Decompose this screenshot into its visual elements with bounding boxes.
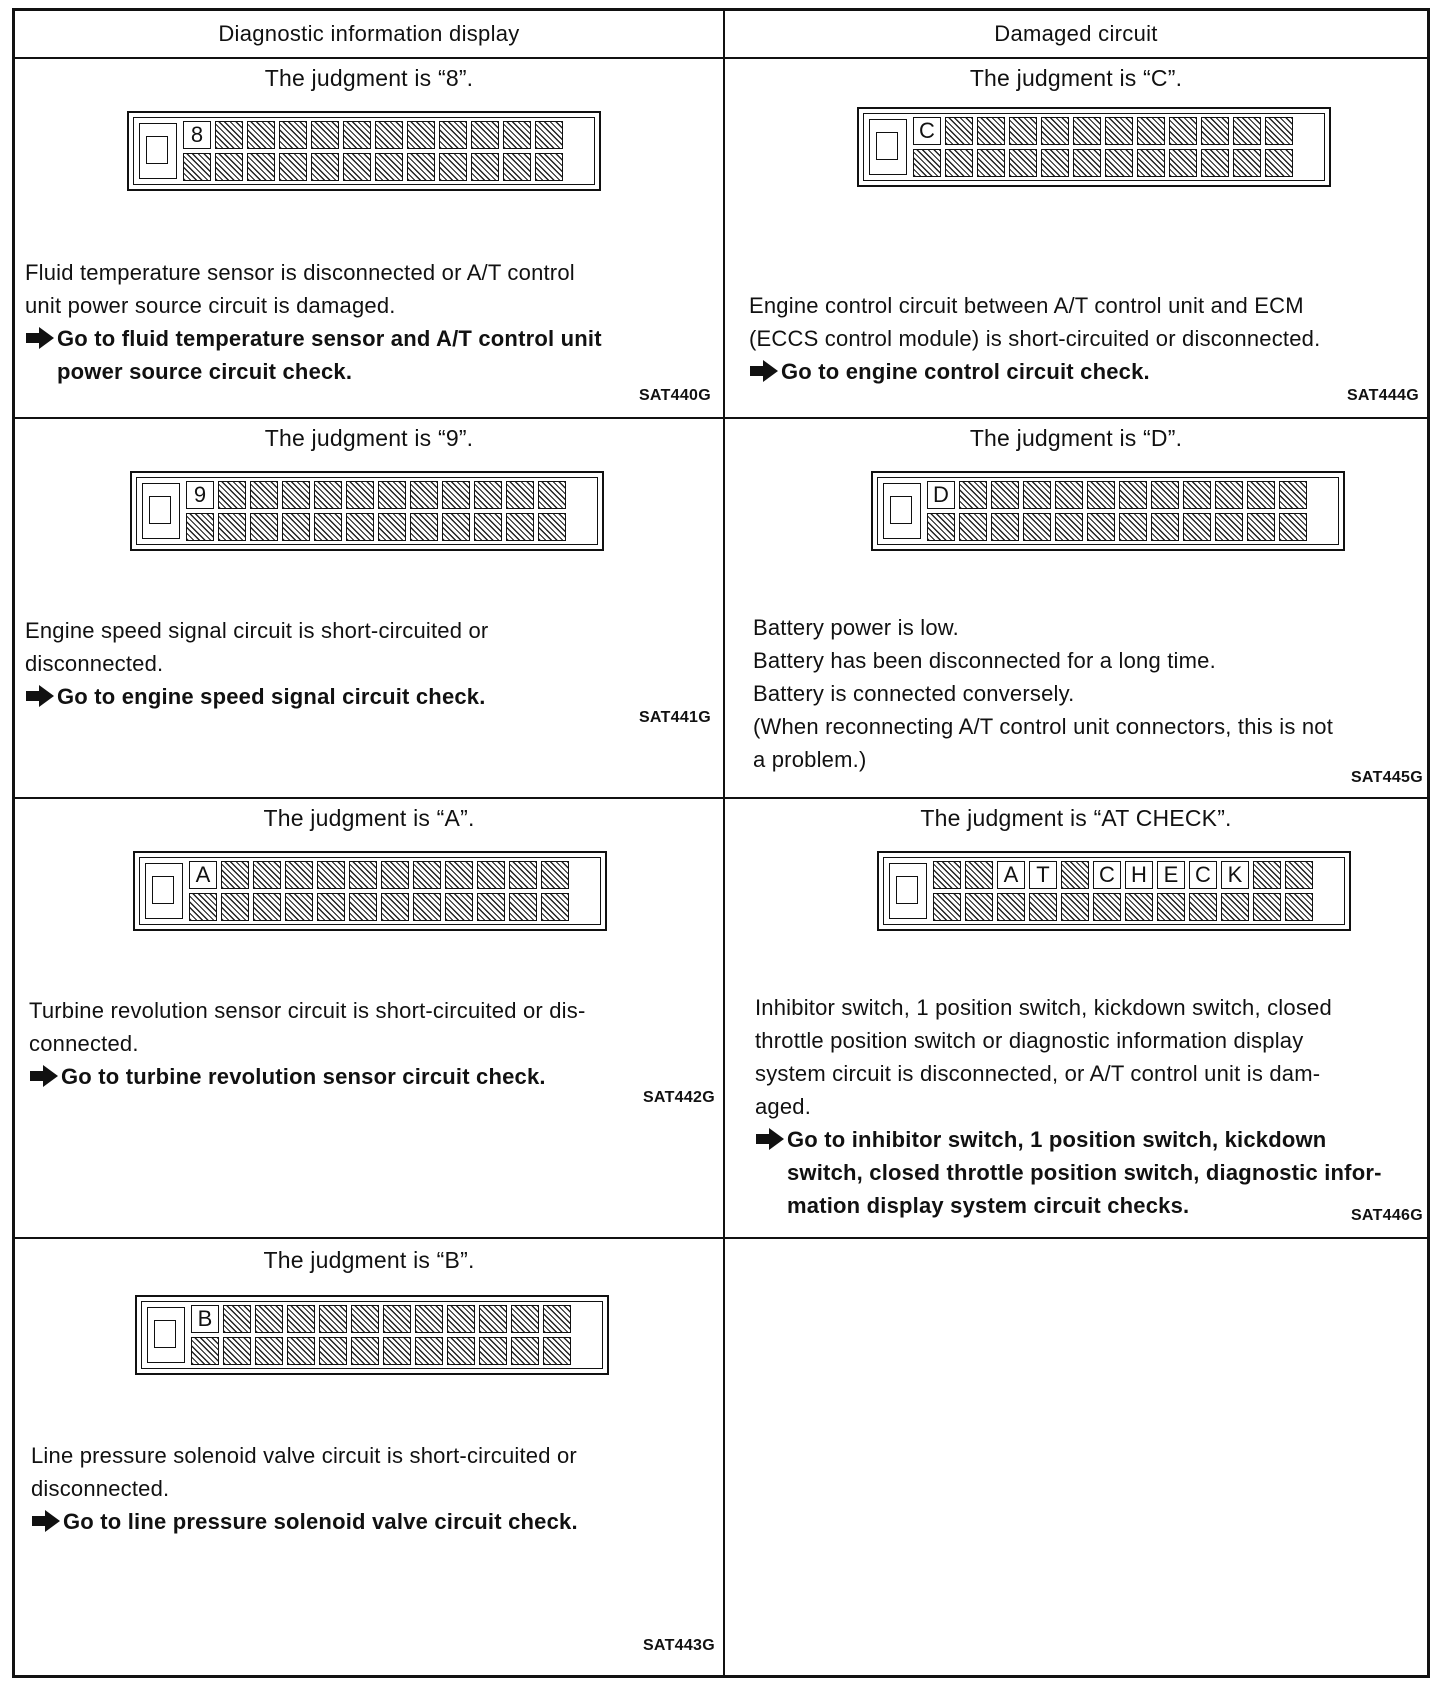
display-segment: [1029, 893, 1057, 921]
display-segment: [474, 481, 502, 509]
display-segment: [415, 1337, 443, 1365]
display-segment: [447, 1337, 475, 1365]
figure-code: SAT443G: [642, 1637, 715, 1654]
empty-cell: [725, 1239, 1427, 1675]
display-segment: [381, 861, 409, 889]
display-character: A: [189, 861, 217, 889]
display-segment: [346, 513, 374, 541]
display-segment: [1183, 481, 1211, 509]
damage-description: [25, 614, 488, 713]
display-segment: [1125, 893, 1153, 921]
display-segment: [189, 893, 217, 921]
judgment-title: The judgment is “C”.: [969, 65, 1183, 91]
display-segment: [407, 121, 435, 149]
indicator-lamp: [869, 119, 907, 175]
display-segment: [351, 1305, 379, 1333]
diagnostic-display-panel: [135, 1295, 609, 1375]
diagnostic-display-panel: [130, 471, 604, 551]
figure-code: SAT440G: [638, 387, 711, 404]
action-line: Go to turbine revolution sensor circuit check.: [61, 1064, 546, 1089]
damage-description: [29, 994, 586, 1093]
display-segment: [965, 861, 993, 889]
description-line: aged.: [755, 1094, 812, 1119]
display-segment: [945, 117, 973, 145]
display-segment: [442, 481, 470, 509]
display-segment: [1279, 513, 1307, 541]
judgment-title: The judgment is “9”.: [264, 425, 474, 451]
display-segment: [933, 893, 961, 921]
display-segment: [509, 893, 537, 921]
judgment-cell-d: [725, 419, 1427, 797]
display-segment: [410, 513, 438, 541]
display-segment: [474, 513, 502, 541]
judgment-cell-9: [15, 419, 723, 797]
description-line: disconnected.: [31, 1476, 170, 1501]
display-character: 8: [183, 121, 211, 149]
action-line: Go to fluid temperature sensor and A/T control unit: [57, 326, 602, 351]
display-segment: [1221, 893, 1249, 921]
action-instruction: [29, 1060, 586, 1093]
figure-code: SAT444G: [1346, 387, 1419, 404]
display-segment: [503, 153, 531, 181]
display-segment: [221, 861, 249, 889]
display-character: C: [1189, 861, 1217, 889]
display-segment: [933, 861, 961, 889]
figure-code: SAT445G: [1350, 769, 1423, 786]
diagnostic-display-panel: [857, 107, 1331, 187]
action-line: power source circuit check.: [57, 359, 353, 384]
display-segment: [215, 153, 243, 181]
indicator-lamp: [889, 863, 927, 919]
display-segment: [319, 1305, 347, 1333]
display-segment: [375, 153, 403, 181]
display-character: E: [1157, 861, 1185, 889]
display-segment: [378, 481, 406, 509]
description-line: unit power source circuit is damaged.: [25, 293, 396, 318]
action-instruction: [25, 680, 488, 713]
display-character: H: [1125, 861, 1153, 889]
action-line: Go to line pressure solenoid valve circuit check.: [63, 1509, 578, 1534]
display-segment: [255, 1337, 283, 1365]
display-segment: [1215, 513, 1243, 541]
description-line: Battery power is low.: [753, 615, 959, 640]
display-segment: [511, 1305, 539, 1333]
display-segment: [317, 861, 345, 889]
figure-code: SAT441G: [638, 709, 711, 726]
action-instruction: [31, 1505, 578, 1538]
indicator-lamp: [147, 1307, 185, 1363]
display-segment: [977, 149, 1005, 177]
display-segment: [503, 121, 531, 149]
display-segment: [349, 861, 377, 889]
display-segment: [977, 117, 1005, 145]
display-segment: [442, 513, 470, 541]
display-segment: [1073, 149, 1101, 177]
damage-description: [25, 256, 602, 388]
display-segment: [1055, 481, 1083, 509]
display-segment: [477, 893, 505, 921]
display-segment: [1093, 893, 1121, 921]
display-segment: [253, 861, 281, 889]
display-segment: [439, 121, 467, 149]
arrow-right-icon: [749, 359, 779, 383]
display-segment: [543, 1305, 571, 1333]
display-segment: [250, 513, 278, 541]
display-segment: [538, 513, 566, 541]
arrow-right-icon: [29, 1064, 59, 1088]
judgment-title: The judgment is “D”.: [969, 425, 1183, 451]
display-segment: [1009, 117, 1037, 145]
display-segment: [913, 149, 941, 177]
diagnostic-display-panel: [127, 111, 601, 191]
display-segment: [319, 1337, 347, 1365]
display-segment: [375, 121, 403, 149]
display-segment: [447, 1305, 475, 1333]
judgment-cell-c: [725, 59, 1427, 417]
arrow-right-icon: [25, 684, 55, 708]
arrow-right-icon: [755, 1127, 785, 1151]
display-segment: [1151, 481, 1179, 509]
display-segment: [1215, 481, 1243, 509]
display-segment: [314, 481, 342, 509]
display-segment: [1105, 149, 1133, 177]
display-segment: [183, 153, 211, 181]
action-instruction: [749, 355, 1320, 388]
display-segment: [381, 893, 409, 921]
judgment-cell-at-check: [725, 799, 1427, 1237]
display-character: T: [1029, 861, 1057, 889]
display-segment: [471, 153, 499, 181]
display-segment: [535, 153, 563, 181]
column-header-display: Diagnostic information display: [218, 21, 520, 46]
description-line: a problem.): [753, 747, 867, 772]
display-segment: [311, 153, 339, 181]
display-segment: [349, 893, 377, 921]
display-segment: [1247, 481, 1275, 509]
display-segment: [247, 153, 275, 181]
display-segment: [927, 513, 955, 541]
diagnostic-table: [12, 8, 1430, 1678]
display-segment: [1285, 893, 1313, 921]
display-segment: [351, 1337, 379, 1365]
display-segment: [383, 1337, 411, 1365]
display-segment: [343, 121, 371, 149]
display-segment: [279, 121, 307, 149]
display-segment: [1009, 149, 1037, 177]
display-segment: [1119, 481, 1147, 509]
action-instruction: [25, 322, 602, 388]
display-segment: [1073, 117, 1101, 145]
display-segment: [991, 513, 1019, 541]
display-segment: [1279, 481, 1307, 509]
display-segment: [314, 513, 342, 541]
display-segment: [997, 893, 1025, 921]
display-character: B: [191, 1305, 219, 1333]
display-segment: [479, 1337, 507, 1365]
display-segment: [506, 513, 534, 541]
display-segment: [221, 893, 249, 921]
display-segment: [1201, 117, 1229, 145]
display-segment: [223, 1337, 251, 1365]
description-line: disconnected.: [25, 651, 164, 676]
display-segment: [1169, 117, 1197, 145]
display-segment: [250, 481, 278, 509]
judgment-title: The judgment is “AT CHECK”.: [920, 805, 1232, 831]
display-segment: [1041, 149, 1069, 177]
display-segment: [186, 513, 214, 541]
indicator-lamp: [139, 123, 177, 179]
arrow-right-icon: [31, 1509, 61, 1533]
display-segment: [415, 1305, 443, 1333]
display-segment: [509, 861, 537, 889]
description-line: Battery has been disconnected for a long time.: [753, 648, 1216, 673]
display-segment: [959, 513, 987, 541]
display-segment: [215, 121, 243, 149]
display-segment: [1233, 149, 1261, 177]
display-segment: [255, 1305, 283, 1333]
action-line: Go to engine speed signal circuit check.: [57, 684, 486, 709]
indicator-lamp: [883, 483, 921, 539]
display-segment: [1285, 861, 1313, 889]
display-segment: [191, 1337, 219, 1365]
action-line: Go to engine control circuit check.: [781, 359, 1150, 384]
display-segment: [218, 481, 246, 509]
description-line: Engine speed signal circuit is short-circuited or: [25, 618, 489, 643]
judgment-cell-a: [15, 799, 723, 1237]
display-segment: [477, 861, 505, 889]
display-character: C: [1093, 861, 1121, 889]
display-segment: [1137, 117, 1165, 145]
judgment-title: The judgment is “B”.: [263, 1247, 475, 1273]
display-segment: [1157, 893, 1185, 921]
display-segment: [1023, 481, 1051, 509]
diagnostic-display-panel: [877, 851, 1351, 931]
display-segment: [1189, 893, 1217, 921]
display-segment: [407, 153, 435, 181]
indicator-lamp: [145, 863, 183, 919]
figure-code: SAT446G: [1350, 1207, 1423, 1224]
display-segment: [1061, 893, 1089, 921]
action-line: mation display system circuit checks.: [787, 1193, 1190, 1218]
description-line: Fluid temperature sensor is disconnected or A/T control: [25, 260, 575, 285]
display-segment: [247, 121, 275, 149]
display-segment: [1265, 149, 1293, 177]
display-segment: [311, 121, 339, 149]
description-line: Inhibitor switch, 1 position switch, kickdown switch, closed: [755, 995, 1332, 1020]
display-segment: [945, 149, 973, 177]
display-segment: [282, 513, 310, 541]
judgment-cell-b: [15, 1239, 723, 1675]
display-segment: [1247, 513, 1275, 541]
display-segment: [541, 861, 569, 889]
display-segment: [1041, 117, 1069, 145]
display-segment: [471, 121, 499, 149]
description-line: (When reconnecting A/T control unit connectors, this is not: [753, 714, 1334, 739]
display-segment: [1023, 513, 1051, 541]
display-segment: [1265, 117, 1293, 145]
display-segment: [439, 153, 467, 181]
action-line: Go to inhibitor switch, 1 position switch, kickdown: [787, 1127, 1327, 1152]
description-line: system circuit is disconnected, or A/T control unit is dam-: [755, 1061, 1321, 1086]
description-line: (ECCS control module) is short-circuited or disconnected.: [749, 326, 1321, 351]
display-segment: [1055, 513, 1083, 541]
display-segment: [991, 481, 1019, 509]
description-line: Battery is connected conversely.: [753, 681, 1075, 706]
display-segment: [317, 893, 345, 921]
display-segment: [383, 1305, 411, 1333]
judgment-cell-8: [15, 59, 723, 417]
damage-description: [749, 289, 1320, 388]
indicator-lamp: [142, 483, 180, 539]
figure-code: SAT442G: [642, 1089, 715, 1106]
display-segment: [410, 481, 438, 509]
display-segment: [413, 861, 441, 889]
display-segment: [285, 861, 313, 889]
display-segment: [378, 513, 406, 541]
description-line: Line pressure solenoid valve circuit is short-circuited or: [31, 1443, 577, 1468]
description-line: throttle position switch or diagnostic information display: [755, 1028, 1304, 1053]
display-segment: [1253, 893, 1281, 921]
display-segment: [343, 153, 371, 181]
display-segment: [1137, 149, 1165, 177]
diagnostic-display-panel: [133, 851, 607, 931]
display-character: D: [927, 481, 955, 509]
display-segment: [1119, 513, 1147, 541]
display-segment: [287, 1305, 315, 1333]
action-line: switch, closed throttle position switch, diagnostic infor-: [787, 1160, 1382, 1185]
column-header-circuit: Damaged circuit: [994, 21, 1158, 46]
display-segment: [287, 1337, 315, 1365]
display-segment: [506, 481, 534, 509]
damage-description: [755, 991, 1382, 1222]
display-segment: [285, 893, 313, 921]
display-segment: [223, 1305, 251, 1333]
display-segment: [535, 121, 563, 149]
display-segment: [1087, 481, 1115, 509]
damage-description: [31, 1439, 578, 1538]
description-line: Engine control circuit between A/T control unit and ECM: [749, 293, 1304, 318]
display-character: C: [913, 117, 941, 145]
display-segment: [965, 893, 993, 921]
display-segment: [479, 1305, 507, 1333]
damage-description: [753, 611, 1333, 776]
display-segment: [538, 481, 566, 509]
display-segment: [253, 893, 281, 921]
display-character: 9: [186, 481, 214, 509]
display-segment: [1169, 149, 1197, 177]
display-segment: [1061, 861, 1089, 889]
display-segment: [1087, 513, 1115, 541]
display-character: A: [997, 861, 1025, 889]
display-segment: [218, 513, 246, 541]
display-segment: [1151, 513, 1179, 541]
display-segment: [1253, 861, 1281, 889]
judgment-title: The judgment is “A”.: [263, 805, 475, 831]
display-segment: [543, 1337, 571, 1365]
display-segment: [541, 893, 569, 921]
display-segment: [413, 893, 441, 921]
display-segment: [1233, 117, 1261, 145]
diagnostic-display-panel: [871, 471, 1345, 551]
display-segment: [1183, 513, 1211, 541]
description-line: Turbine revolution sensor circuit is short-circuited or dis-: [29, 998, 586, 1023]
display-segment: [1201, 149, 1229, 177]
display-segment: [445, 893, 473, 921]
display-segment: [511, 1337, 539, 1365]
display-character: K: [1221, 861, 1249, 889]
display-segment: [282, 481, 310, 509]
action-instruction: [755, 1123, 1382, 1222]
judgment-title: The judgment is “8”.: [264, 65, 474, 91]
display-segment: [279, 153, 307, 181]
display-segment: [346, 481, 374, 509]
display-segment: [1105, 117, 1133, 145]
display-segment: [959, 481, 987, 509]
display-segment: [445, 861, 473, 889]
description-line: connected.: [29, 1031, 139, 1056]
arrow-right-icon: [25, 326, 55, 350]
